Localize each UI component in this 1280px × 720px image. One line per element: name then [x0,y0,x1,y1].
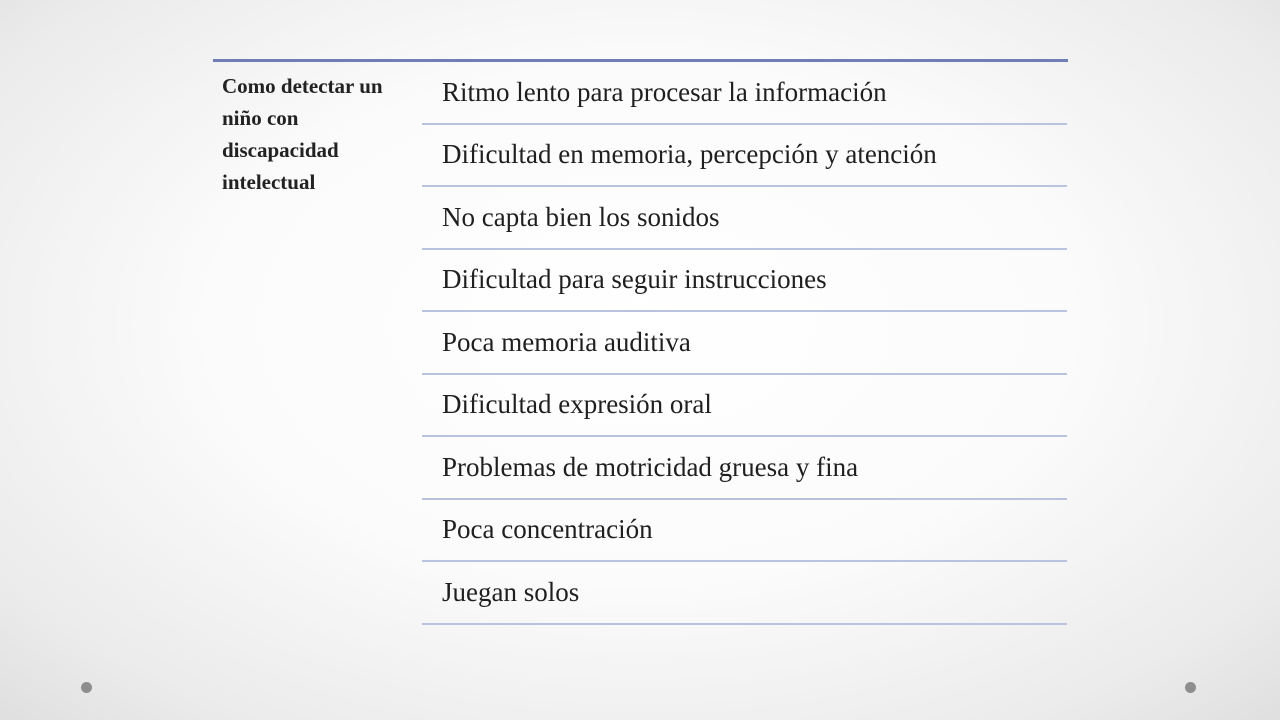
list-item [422,562,1067,625]
list-item-text: Poca concentración [442,514,653,545]
list-item [422,437,1067,500]
list-item [422,187,1067,250]
list-item-text: Dificultad en memoria, percepción y atención [442,139,937,170]
list-item-text: Juegan solos [442,576,580,607]
list-item-text: Dificultad expresión oral [442,389,712,420]
list-item-text: Dificultad para seguir instrucciones [442,264,827,295]
list-item [422,500,1067,563]
list-item [422,250,1067,313]
list-item-text: Problemas de motricidad gruesa y fina [442,451,859,482]
list-item [422,125,1067,188]
slide-heading: Como detectar un niño con discapacidad intelectual [222,74,383,194]
list-item [422,375,1067,438]
list-item-text: Ritmo lento para procesar la información [442,76,887,107]
decorative-dot-right [1185,682,1196,693]
list-item-text: No capta bien los sonidos [442,201,720,232]
decorative-dot-left [81,682,92,693]
list-item [422,312,1067,375]
list-item [422,62,1067,125]
symptom-list [422,62,1067,625]
list-item-text: Poca memoria auditiva [442,326,691,357]
